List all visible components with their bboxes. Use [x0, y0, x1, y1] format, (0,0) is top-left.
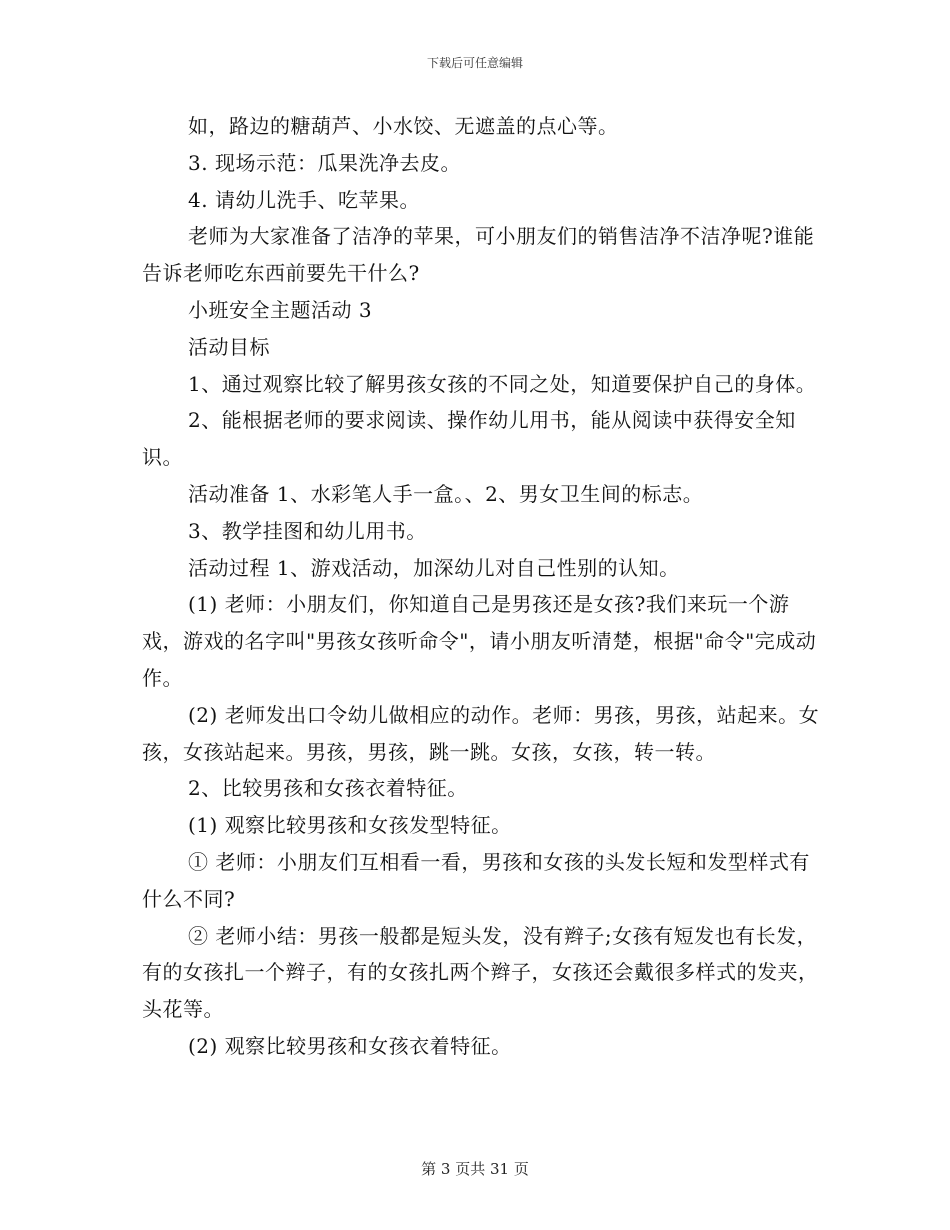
paragraph-goal-2: 2、能根据老师的要求阅读、操作幼儿用书，能从阅读中获得安全知识。 — [142, 408, 796, 470]
paragraph-step-3: 3. 现场示范：瓜果洗净去皮。 — [188, 150, 461, 175]
page-header-note: 下载后可任意编辑 — [426, 56, 523, 70]
heading-activity-goals: 活动目标 — [188, 334, 270, 359]
paragraph-process-2-1: (1) 观察比较男孩和女孩发型特征。 — [188, 813, 512, 838]
paragraph-process-2-2: (2) 观察比较男孩和女孩衣着特征。 — [188, 1033, 512, 1058]
paragraph-circle-2: ② 老师小结：男孩一般都是短头发，没有辫子;女孩有短发也有长发，有的女孩扎一个辫子，有的女孩扎两个辫子，女孩还会戴很多样式的发夹，头花等。 — [142, 923, 819, 1022]
paragraph-process-1-2: (2) 老师发出口令幼儿做相应的动作。老师：男孩，男孩，站起来。女孩，女孩站起来。男孩，男孩，跳一跳。女孩，女孩，转一转。 — [142, 702, 820, 764]
paragraph-step-4: 4. 请幼儿洗手、吃苹果。 — [188, 187, 420, 212]
paragraph-process-1: 活动过程 1、游戏活动，加深幼儿对自己性别的认知。 — [188, 555, 680, 580]
paragraph-goal-1: 1、通过观察比较了解男孩女孩的不同之处，知道要保护自己的身体。 — [188, 371, 817, 396]
page-number-footer: 第 3 页共 31 页 — [421, 1160, 529, 1178]
document-body — [142, 108, 822, 1065]
paragraph-process-2: 2、比较男孩和女孩衣着特征。 — [188, 776, 468, 801]
paragraph-teacher-apples: 老师为大家准备了洁净的苹果，可小朋友们的销售洁净不洁净呢?谁能告诉老师吃东西前要先干什么? — [142, 224, 815, 286]
paragraph-preparation: 活动准备 1、水彩笔人手一盒。、2、男女卫生间的标志。 — [188, 481, 704, 506]
paragraph-continuation: 如，路边的糖葫芦、小水饺、无遮盖的点心等。 — [188, 114, 619, 138]
paragraph-circle-1: ① 老师：小朋友们互相看一看，男孩和女孩的头发长短和发型样式有什么不同? — [142, 849, 810, 911]
paragraph-preparation-3: 3、教学挂图和幼儿用书。 — [188, 518, 427, 543]
section-title: 小班安全主题活动 3 — [188, 297, 373, 322]
paragraph-process-1-1: (1) 老师：小朋友们，你知道自己是男孩还是女孩?我们来玩一个游戏，游戏的名字叫"男孩女孩听命令"，请小朋友听清楚，根据"命令"完成动作。 — [142, 592, 817, 690]
